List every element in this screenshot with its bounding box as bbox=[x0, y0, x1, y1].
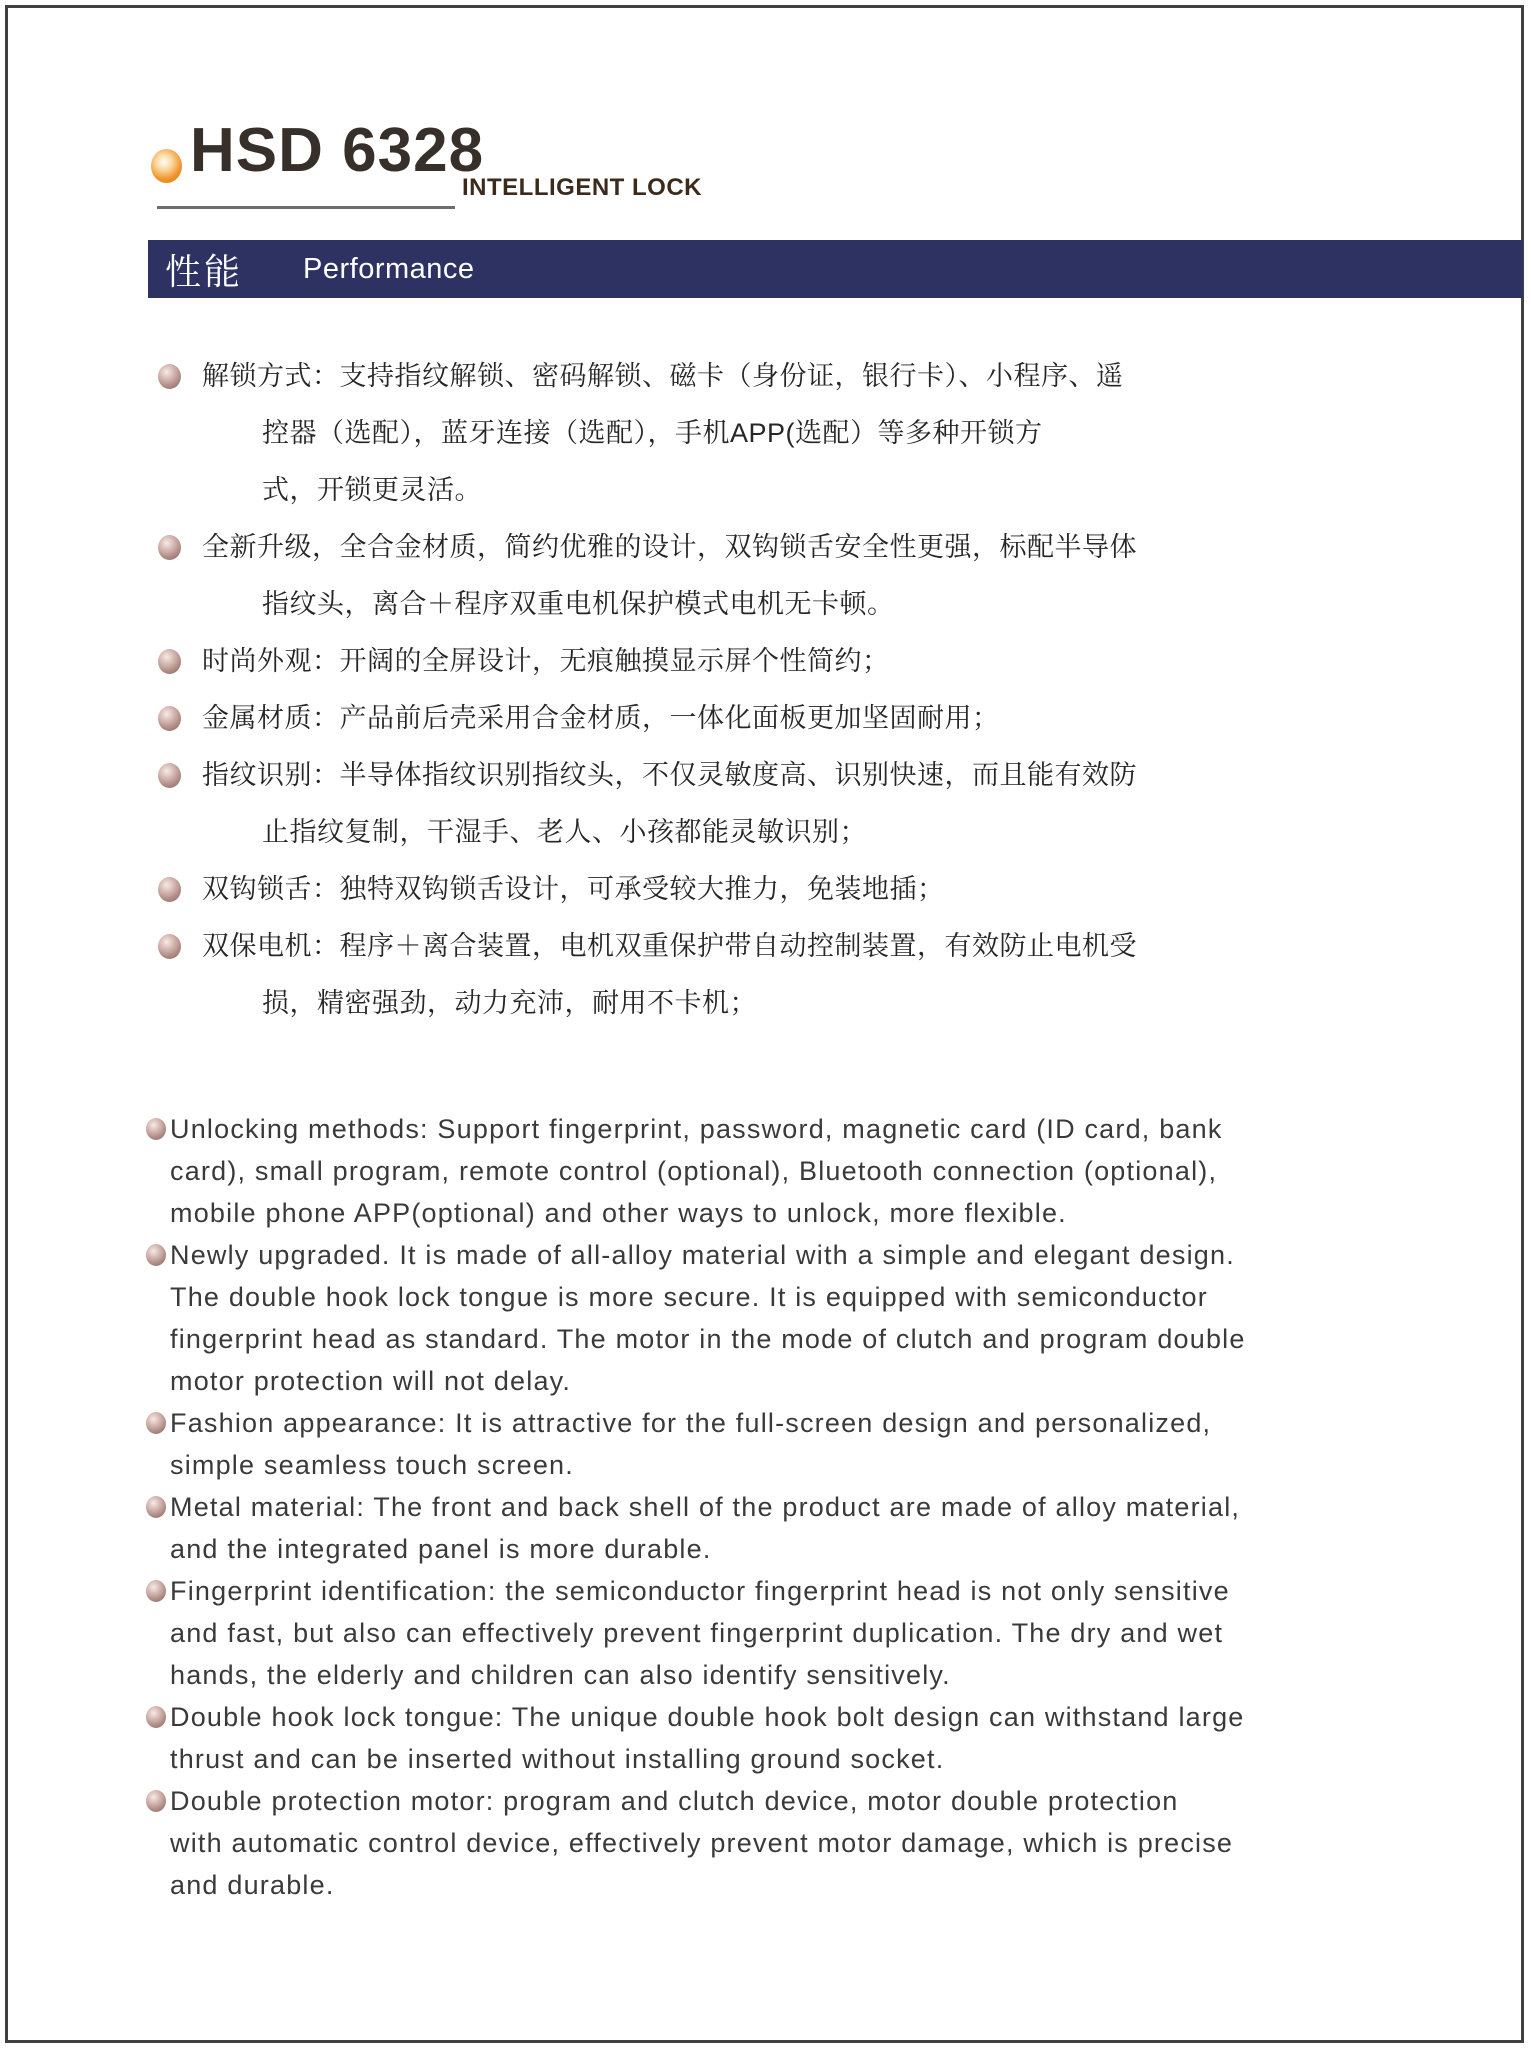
sphere-bullet-icon bbox=[158, 934, 181, 959]
list-line-text: hands, the elderly and children can also identify sensitively. bbox=[170, 1660, 951, 1690]
list-line bbox=[140, 1486, 1510, 1528]
list-line-text: 全新升级，全合金材质，简约优雅的设计，双钩锁舌安全性更强，标配半导体 bbox=[202, 532, 1137, 562]
performance-list-en bbox=[140, 1108, 1510, 1906]
list-line-text: Fashion appearance: It is attractive for the full-screen design and personalized, bbox=[170, 1408, 1212, 1438]
sphere-bullet-icon bbox=[146, 1412, 166, 1434]
list-line-text: thrust and can be inserted without installing ground socket. bbox=[170, 1744, 945, 1774]
sphere-bullet-icon bbox=[146, 1580, 166, 1602]
sphere-bullet-icon bbox=[146, 1790, 166, 1812]
sphere-bullet-icon bbox=[158, 763, 181, 788]
sphere-bullet-icon bbox=[146, 1706, 166, 1728]
brand-dot-icon bbox=[151, 149, 182, 183]
list-line bbox=[140, 1276, 1510, 1318]
list-line bbox=[140, 861, 1510, 918]
list-line bbox=[140, 633, 1510, 690]
list-line bbox=[140, 1780, 1510, 1822]
sphere-bullet-icon bbox=[146, 1496, 166, 1518]
list-line-text: 双钩锁舌：独特双钩锁舌设计，可承受较大推力，免装地插； bbox=[202, 874, 945, 904]
list-line bbox=[140, 1822, 1510, 1864]
list-line-text: motor protection will not delay. bbox=[170, 1366, 572, 1396]
product-subtitle: INTELLIGENT LOCK bbox=[462, 174, 702, 201]
list-line-text: and the integrated panel is more durable. bbox=[170, 1534, 712, 1564]
sphere-bullet-icon bbox=[158, 364, 181, 389]
list-line bbox=[140, 462, 1510, 519]
list-line-text: Unlocking methods: Support fingerprint, password, magnetic card (ID card, bank bbox=[170, 1114, 1223, 1144]
list-line bbox=[140, 804, 1510, 861]
list-line bbox=[140, 975, 1510, 1032]
sphere-bullet-icon bbox=[146, 1118, 166, 1140]
list-line bbox=[140, 576, 1510, 633]
list-line bbox=[140, 1108, 1510, 1150]
list-line-text: Double hook lock tongue: The unique double hook bolt design can withstand large bbox=[170, 1702, 1245, 1732]
list-line-text: Newly upgraded. It is made of all-alloy material with a simple and elegant design. bbox=[170, 1240, 1235, 1270]
list-line bbox=[140, 1864, 1510, 1906]
list-line-text: 指纹识别：半导体指纹识别指纹头，不仅灵敏度高、识别快速，而且能有效防 bbox=[202, 760, 1137, 790]
list-line bbox=[140, 1612, 1510, 1654]
list-line-text: mobile phone APP(optional) and other ways to unlock, more flexible. bbox=[170, 1198, 1067, 1228]
sphere-bullet-icon bbox=[158, 706, 181, 731]
list-line bbox=[140, 1150, 1510, 1192]
sphere-bullet-icon bbox=[158, 877, 181, 902]
section-banner bbox=[148, 240, 1523, 298]
list-line-text: and durable. bbox=[170, 1870, 335, 1900]
list-line bbox=[140, 519, 1510, 576]
list-line bbox=[140, 747, 1510, 804]
list-line-text: 指纹头，离合＋程序双重电机保护模式电机无卡顿。 bbox=[262, 589, 895, 619]
list-line bbox=[140, 1570, 1510, 1612]
list-line bbox=[140, 1444, 1510, 1486]
list-line-text: The double hook lock tongue is more secure. It is equipped with semiconductor bbox=[170, 1282, 1208, 1312]
list-line bbox=[140, 1696, 1510, 1738]
list-line-text: simple seamless touch screen. bbox=[170, 1450, 574, 1480]
list-line-text: 损，精密强劲，动力充沛，耐用不卡机； bbox=[262, 988, 757, 1018]
list-line-text: 式，开锁更灵活。 bbox=[262, 475, 482, 505]
section-title-zh: 性能 bbox=[165, 250, 244, 292]
list-line bbox=[140, 1234, 1510, 1276]
list-line-text: card), small program, remote control (optional), Bluetooth connection (optional), bbox=[170, 1156, 1218, 1186]
list-line-text: 控器（选配），蓝牙连接（选配），手机APP(选配）等多种开锁方 bbox=[262, 418, 1043, 448]
performance-list-zh bbox=[140, 348, 1510, 1032]
list-line bbox=[140, 1738, 1510, 1780]
title-underline bbox=[157, 206, 455, 209]
sphere-bullet-icon bbox=[158, 649, 181, 674]
list-line bbox=[140, 1654, 1510, 1696]
list-line-text: 时尚外观：开阔的全屏设计，无痕触摸显示屏个性简约； bbox=[202, 646, 890, 676]
section-title-en: Performance bbox=[303, 252, 475, 285]
list-line-text: 解锁方式：支持指纹解锁、密码解锁、磁卡（身份证，银行卡）、小程序、遥 bbox=[202, 361, 1124, 391]
list-line bbox=[140, 1402, 1510, 1444]
list-line-text: fingerprint head as standard. The motor in the mode of clutch and program double bbox=[170, 1324, 1246, 1354]
list-line-text: Double protection motor: program and clutch device, motor double protection bbox=[170, 1786, 1179, 1816]
list-line-text: Fingerprint identification: the semiconductor fingerprint head is not only sensitive bbox=[170, 1576, 1230, 1606]
list-line bbox=[140, 405, 1510, 462]
list-line-text: and fast, but also can effectively prevent fingerprint duplication. The dry and wet bbox=[170, 1618, 1224, 1648]
list-line-text: Metal material: The front and back shell of the product are made of alloy material, bbox=[170, 1492, 1241, 1522]
list-line-text: with automatic control device, effectively prevent motor damage, which is precise bbox=[170, 1828, 1234, 1858]
product-title: HSD 6328 bbox=[190, 116, 485, 185]
list-line-text: 双保电机：程序＋离合装置，电机双重保护带自动控制装置，有效防止电机受 bbox=[202, 931, 1137, 961]
list-line bbox=[140, 1360, 1510, 1402]
sphere-bullet-icon bbox=[146, 1244, 166, 1266]
list-line bbox=[140, 348, 1510, 405]
list-line bbox=[140, 1528, 1510, 1570]
sphere-bullet-icon bbox=[158, 535, 181, 560]
list-line-text: 金属材质：产品前后壳采用合金材质，一体化面板更加坚固耐用； bbox=[202, 703, 1000, 733]
list-line bbox=[140, 918, 1510, 975]
list-line bbox=[140, 1192, 1510, 1234]
list-line bbox=[140, 1318, 1510, 1360]
list-line bbox=[140, 690, 1510, 747]
list-line-text: 止指纹复制，干湿手、老人、小孩都能灵敏识别； bbox=[262, 817, 867, 847]
